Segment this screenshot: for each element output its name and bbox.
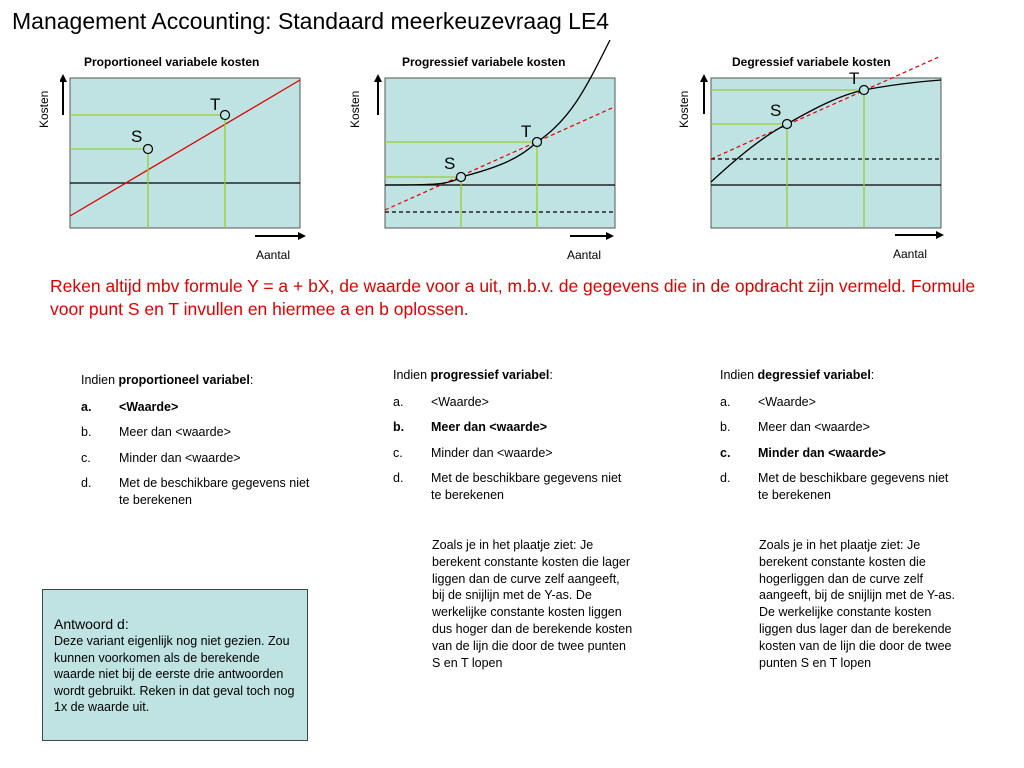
- option-text: <Waarde>: [431, 394, 489, 409]
- answer-box: [42, 589, 308, 741]
- column-heading: [393, 367, 633, 384]
- option-b: [393, 419, 633, 436]
- xlabel-proportioneel: Aantal: [256, 248, 291, 262]
- option-a: [720, 394, 960, 411]
- label-s-degressief: S: [770, 101, 782, 120]
- ylabel-proportioneel: Kosten: [37, 90, 51, 128]
- option-letter: b.: [720, 420, 731, 434]
- plot-area: [385, 78, 615, 228]
- heading-suffix: :: [870, 368, 875, 382]
- point-s-marker: [783, 120, 792, 129]
- chart-title-degressief: Degressief variabele kosten: [732, 55, 891, 69]
- y-arrow-head: [700, 74, 708, 82]
- chart-progressief: [370, 40, 620, 250]
- option-a: [393, 394, 633, 411]
- y-arrow-head: [60, 74, 67, 82]
- heading-keyword: proportioneel variabel: [118, 373, 250, 387]
- point-t-marker: [860, 86, 869, 95]
- plot-area: [711, 78, 941, 228]
- option-text: Met de beschikbare gegevens niet te berekenen: [431, 471, 622, 502]
- ylabel-progressief: Kosten: [348, 90, 362, 128]
- label-s-proportioneel: S: [131, 127, 143, 146]
- label-t-degressief: T: [849, 69, 860, 88]
- option-letter: b.: [393, 420, 405, 434]
- chart-degressief: [700, 50, 950, 245]
- option-text: Met de beschikbare gegevens niet te berekenen: [119, 476, 310, 507]
- option-text: Minder dan <waarde>: [119, 450, 241, 465]
- ylabel-degressief: Kosten: [677, 90, 691, 128]
- option-d: [81, 475, 321, 508]
- option-text: Minder dan <waarde>: [758, 445, 886, 460]
- heading-prefix: Indien: [720, 368, 758, 382]
- option-letter: a.: [393, 394, 404, 409]
- option-text: Meer dan <waarde>: [431, 420, 548, 434]
- point-t-marker: [533, 138, 542, 147]
- x-arrow-head: [298, 232, 306, 240]
- heading-prefix: Indien: [393, 368, 431, 382]
- heading-prefix: Indien: [81, 373, 119, 387]
- option-letter: a.: [81, 399, 92, 414]
- heading-keyword: progressief variabel: [430, 368, 550, 382]
- column-proportioneel: [81, 372, 321, 517]
- label-t-progressief: T: [521, 122, 532, 141]
- formula-note: Reken altijd mbv formule Y = a + bX, de waarde voor a uit, m.b.v. de gegevens die in de opdracht zijn vermeld. Formule voor punt S en T invullen en hiermee a en b oplossen.: [50, 276, 976, 319]
- option-letter: d.: [393, 471, 404, 485]
- option-c: [81, 450, 321, 467]
- label-s-progressief: S: [444, 154, 456, 173]
- option-b: [720, 419, 960, 436]
- page-title: Management Accounting: Standaard meerkeuzevraag LE4: [12, 8, 610, 34]
- label-t-proportioneel: T: [210, 95, 221, 114]
- option-letter: d.: [720, 471, 731, 485]
- x-arrow-head: [606, 232, 614, 240]
- option-c: [720, 445, 960, 462]
- chart-proportioneel: [60, 70, 310, 250]
- option-text: <Waarde>: [119, 399, 179, 414]
- option-text: Meer dan <waarde>: [119, 425, 231, 439]
- x-arrow-head: [936, 231, 944, 239]
- option-text: <Waarde>: [758, 394, 816, 409]
- explanation-progressief: Zoals je in het plaatje ziet: Je berekent constante kosten die lager liggen dan de curve zelf aangeeft, bij de snijlijn met de Y-as. De werkelijke constante kosten liggen dus hoger dan de berekende kosten van de lijn die door de twee punten S en T lopen: [432, 538, 633, 670]
- point-t-marker: [221, 111, 230, 120]
- answer-title: Antwoord d:: [54, 616, 129, 632]
- heading-keyword: degressief variabel: [757, 368, 871, 382]
- point-s-marker: [144, 145, 153, 154]
- chart-title-progressief: Progressief variabele kosten: [402, 55, 566, 69]
- option-b: [81, 424, 321, 441]
- point-s-marker: [457, 173, 466, 182]
- option-letter: a.: [720, 394, 731, 409]
- column-heading: [720, 367, 960, 384]
- heading-suffix: :: [249, 373, 254, 387]
- option-c: [393, 445, 633, 462]
- answer-body: Deze variant eigenlijk nog niet gezien. Zou kunnen voorkomen als de berekende waarde niet bij de eerste drie antwoorden wordt gebruikt. Reken in dat geval toch nog 1x de waarde uit.: [54, 634, 295, 714]
- explanation-degressief: Zoals je in het plaatje ziet: Je berekent constante kosten die hogerliggen dan de curve zelf aangeeft, bij de snijlijn met de Y-as. De werkelijke constante kosten liggen dus lager dan de berekende kosten van de lijn die door de twee punten S en T lopen: [759, 538, 955, 670]
- option-d: [720, 470, 960, 503]
- heading-suffix: :: [549, 368, 553, 382]
- option-letter: b.: [81, 425, 92, 439]
- option-d: [393, 470, 633, 503]
- chart-title-proportioneel: Proportioneel variabele kosten: [84, 55, 260, 69]
- column-progressief: [393, 367, 633, 512]
- option-a: [81, 399, 321, 416]
- option-letter: c.: [81, 450, 91, 465]
- option-text: Minder dan <waarde>: [431, 445, 553, 460]
- y-arrow-head: [374, 74, 382, 82]
- option-text: Meer dan <waarde>: [758, 420, 870, 434]
- option-letter: c.: [393, 445, 403, 460]
- option-letter: d.: [81, 476, 92, 490]
- option-letter: c.: [720, 445, 731, 460]
- xlabel-progressief: Aantal: [567, 248, 602, 262]
- column-degressief: [720, 367, 960, 512]
- option-text: Met de beschikbare gegevens niet te berekenen: [758, 471, 949, 502]
- xlabel-degressief: Aantal: [893, 247, 928, 261]
- column-heading: [81, 372, 321, 389]
